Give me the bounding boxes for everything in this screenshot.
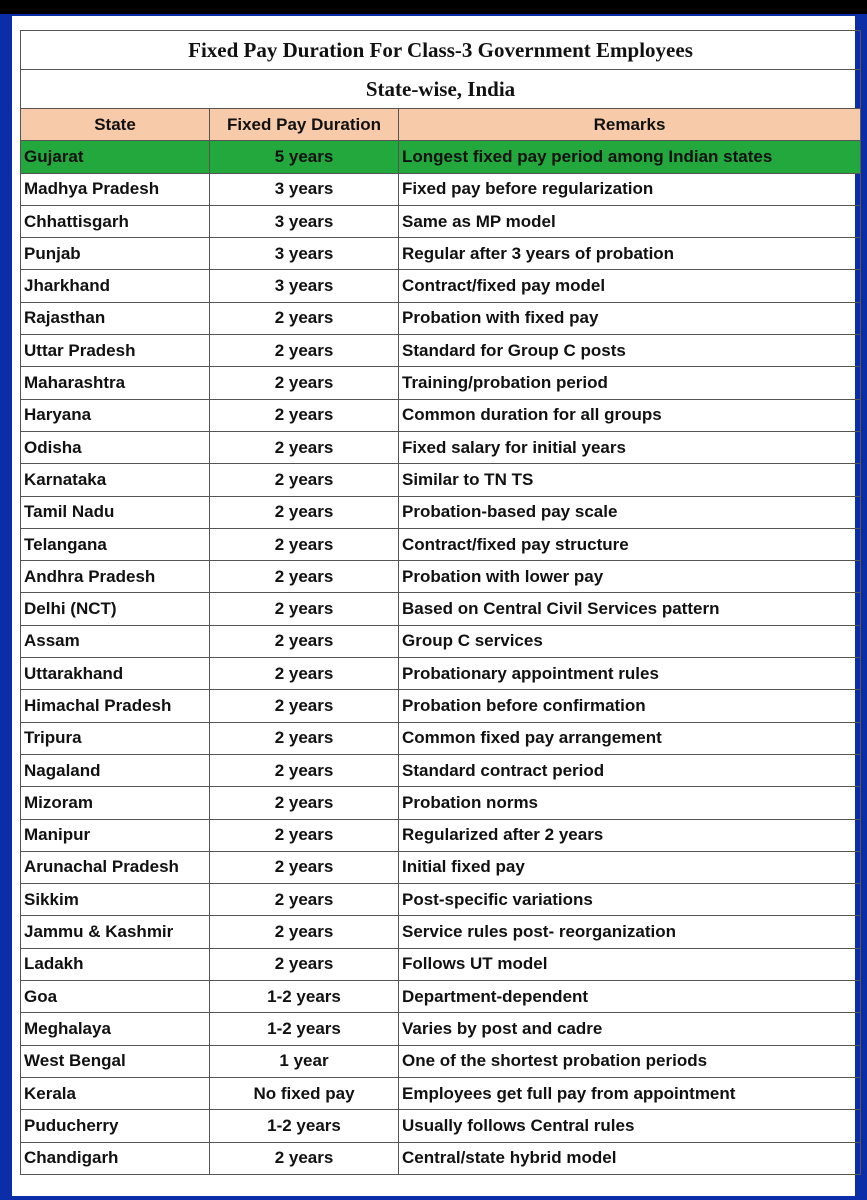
duration-cell: 2 years [210,335,399,367]
table-title: Fixed Pay Duration For Class-3 Government Employees [21,31,861,70]
table-row [21,399,861,431]
duration-cell: 2 years [210,819,399,851]
remarks-cell: Initial fixed pay [399,851,861,883]
state-cell: Delhi (NCT) [21,593,210,625]
table-row [21,593,861,625]
state-cell: Chandigarh [21,1142,210,1174]
remarks-cell: Probation with lower pay [399,561,861,593]
table-row [21,981,861,1013]
state-cell: Madhya Pradesh [21,173,210,205]
table-row [21,851,861,883]
duration-cell: 2 years [210,658,399,690]
state-cell: Chhattisgarh [21,205,210,237]
state-cell: Ladakh [21,948,210,980]
table-row [21,658,861,690]
table-row [21,722,861,754]
duration-cell: 2 years [210,496,399,528]
table-row [21,787,861,819]
remarks-cell: Varies by post and cadre [399,1013,861,1045]
remarks-cell: Probation before confirmation [399,690,861,722]
header-duration: Fixed Pay Duration [210,109,399,141]
duration-cell: 2 years [210,948,399,980]
remarks-cell: Service rules post- reorganization [399,916,861,948]
state-cell: Jharkhand [21,270,210,302]
state-cell: Tripura [21,722,210,754]
remarks-cell: Fixed salary for initial years [399,431,861,463]
state-cell: Goa [21,981,210,1013]
duration-cell: 2 years [210,851,399,883]
state-cell: Jammu & Kashmir [21,916,210,948]
state-cell: Uttar Pradesh [21,335,210,367]
table-row [21,916,861,948]
duration-cell: 2 years [210,431,399,463]
duration-cell: 2 years [210,561,399,593]
remarks-cell: Contract/fixed pay structure [399,528,861,560]
duration-cell: 3 years [210,270,399,302]
table-row [21,690,861,722]
remarks-cell: Follows UT model [399,948,861,980]
duration-cell: 2 years [210,787,399,819]
remarks-cell: Common fixed pay arrangement [399,722,861,754]
state-cell: Sikkim [21,884,210,916]
state-cell: Manipur [21,819,210,851]
remarks-cell: Similar to TN TS [399,464,861,496]
table-row [21,1142,861,1174]
remarks-cell: Standard for Group C posts [399,335,861,367]
table-row [21,1045,861,1077]
remarks-cell: Fixed pay before regularization [399,173,861,205]
state-cell: Karnataka [21,464,210,496]
table-row [21,1013,861,1045]
table-subtitle: State-wise, India [21,70,861,109]
pay-duration-table [20,30,861,1175]
remarks-cell: Probationary appointment rules [399,658,861,690]
header-remarks: Remarks [399,109,861,141]
remarks-cell: Probation norms [399,787,861,819]
table-row [21,754,861,786]
state-cell: Puducherry [21,1110,210,1142]
duration-cell: 2 years [210,690,399,722]
duration-cell: 3 years [210,238,399,270]
duration-cell: 3 years [210,205,399,237]
remarks-cell: Usually follows Central rules [399,1110,861,1142]
table-body [21,141,861,1175]
remarks-cell: Training/probation period [399,367,861,399]
remarks-cell: Central/state hybrid model [399,1142,861,1174]
remarks-cell: Longest fixed pay period among Indian states [399,141,861,173]
duration-cell: 3 years [210,173,399,205]
state-cell: Odisha [21,431,210,463]
remarks-cell: Probation-based pay scale [399,496,861,528]
remarks-cell: One of the shortest probation periods [399,1045,861,1077]
state-cell: Nagaland [21,754,210,786]
state-cell: Kerala [21,1077,210,1109]
remarks-cell: Department-dependent [399,981,861,1013]
table-row [21,464,861,496]
table-row [21,561,861,593]
table-row [21,884,861,916]
duration-cell: 1 year [210,1045,399,1077]
remarks-cell: Common duration for all groups [399,399,861,431]
table-row [21,625,861,657]
duration-cell: 2 years [210,916,399,948]
duration-cell: 2 years [210,1142,399,1174]
header-row [21,109,861,141]
table-row [21,1110,861,1142]
table-row [21,819,861,851]
document-panel [12,16,855,1196]
state-cell: Punjab [21,238,210,270]
duration-cell: 2 years [210,593,399,625]
state-cell: Andhra Pradesh [21,561,210,593]
duration-cell: 2 years [210,464,399,496]
duration-cell: 2 years [210,302,399,334]
table-row [21,238,861,270]
table-row [21,270,861,302]
table-row [21,528,861,560]
top-border [0,0,867,14]
state-cell: Haryana [21,399,210,431]
state-cell: West Bengal [21,1045,210,1077]
state-cell: Mizoram [21,787,210,819]
duration-cell: 1-2 years [210,1013,399,1045]
remarks-cell: Regularized after 2 years [399,819,861,851]
duration-cell: 1-2 years [210,981,399,1013]
state-cell: Maharashtra [21,367,210,399]
duration-cell: 2 years [210,367,399,399]
state-cell: Rajasthan [21,302,210,334]
duration-cell: 2 years [210,754,399,786]
table-row [21,335,861,367]
state-cell: Telangana [21,528,210,560]
state-cell: Arunachal Pradesh [21,851,210,883]
remarks-cell: Regular after 3 years of probation [399,238,861,270]
table-row [21,367,861,399]
duration-cell: No fixed pay [210,1077,399,1109]
duration-cell: 5 years [210,141,399,173]
table-row [21,173,861,205]
remarks-cell: Based on Central Civil Services pattern [399,593,861,625]
state-cell: Gujarat [21,141,210,173]
remarks-cell: Same as MP model [399,205,861,237]
state-cell: Uttarakhand [21,658,210,690]
table-row [21,205,861,237]
duration-cell: 1-2 years [210,1110,399,1142]
table-row [21,431,861,463]
duration-cell: 2 years [210,528,399,560]
table-row [21,948,861,980]
state-cell: Assam [21,625,210,657]
state-cell: Himachal Pradesh [21,690,210,722]
remarks-cell: Group C services [399,625,861,657]
remarks-cell: Probation with fixed pay [399,302,861,334]
duration-cell: 2 years [210,625,399,657]
header-state: State [21,109,210,141]
table-row [21,141,861,173]
remarks-cell: Contract/fixed pay model [399,270,861,302]
duration-cell: 2 years [210,884,399,916]
duration-cell: 2 years [210,722,399,754]
table-row [21,1077,861,1109]
remarks-cell: Employees get full pay from appointment [399,1077,861,1109]
remarks-cell: Standard contract period [399,754,861,786]
state-cell: Meghalaya [21,1013,210,1045]
table-row [21,496,861,528]
table-row [21,302,861,334]
duration-cell: 2 years [210,399,399,431]
remarks-cell: Post-specific variations [399,884,861,916]
state-cell: Tamil Nadu [21,496,210,528]
